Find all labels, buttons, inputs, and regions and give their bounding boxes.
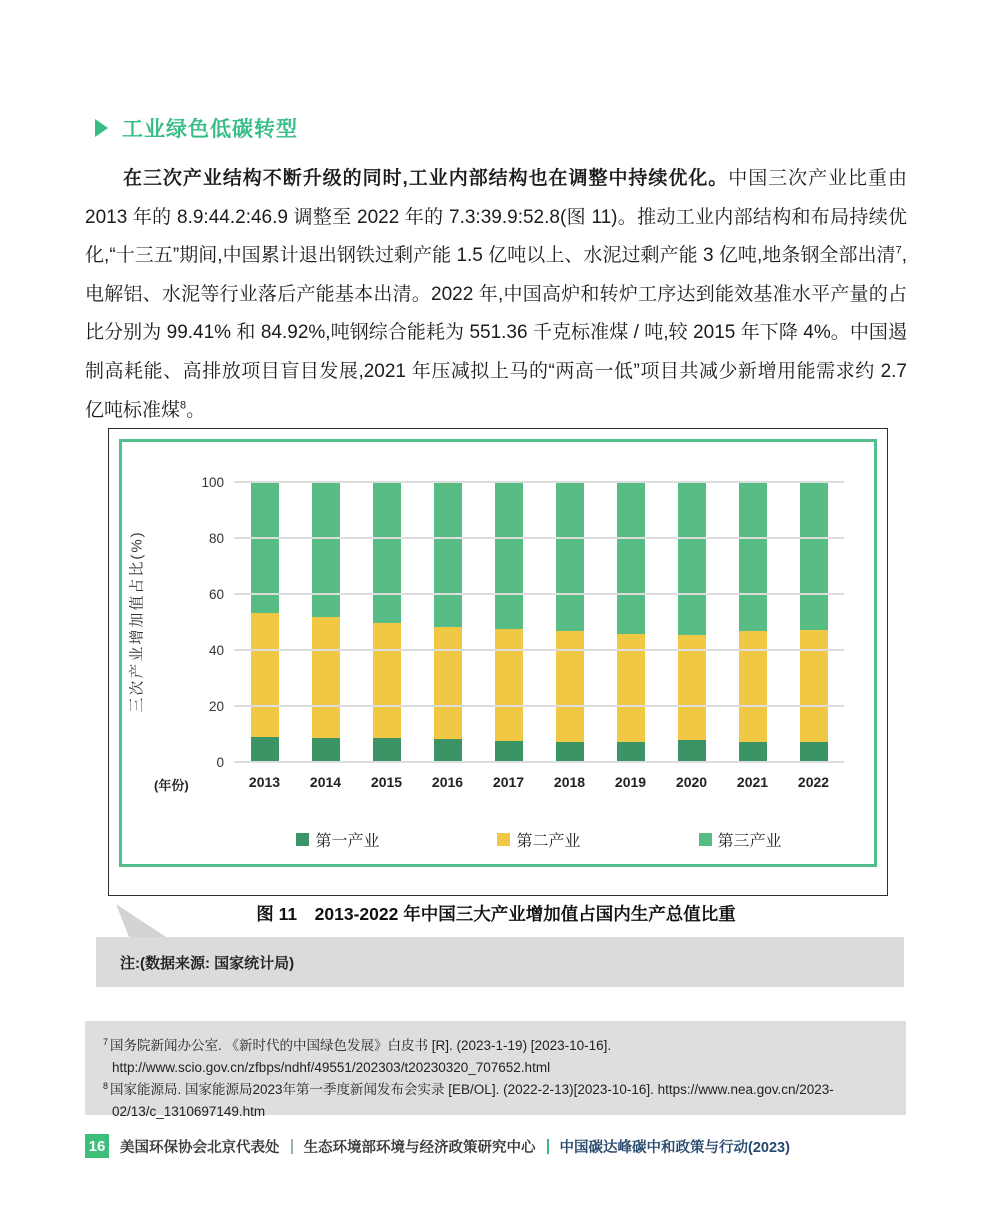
bar-segment-第三产业-2017 bbox=[495, 482, 523, 629]
gridline-20 bbox=[234, 705, 844, 707]
bar-2017 bbox=[478, 482, 539, 762]
legend-item-第三产业 bbox=[699, 828, 782, 851]
gridline-80 bbox=[234, 537, 844, 539]
bar-segment-第一产业-2015 bbox=[373, 738, 401, 762]
bar-segment-第三产业-2016 bbox=[434, 482, 462, 627]
bar-2015 bbox=[356, 482, 417, 762]
bar-segment-第三产业-2015 bbox=[373, 482, 401, 623]
stacked-bar-2018 bbox=[556, 482, 584, 762]
footer-org-1: 美国环保协会北京代表处 bbox=[120, 1139, 280, 1156]
legend-label: 第一产业 bbox=[315, 833, 380, 850]
bar-segment-第三产业-2014 bbox=[312, 482, 340, 617]
x-tick-label-2014: 2014 bbox=[309, 774, 342, 790]
bar-segment-第一产业-2014 bbox=[312, 738, 340, 762]
bars-container bbox=[234, 482, 844, 762]
x-tick-label-2018: 2018 bbox=[553, 774, 586, 790]
bar-2022 bbox=[783, 482, 844, 762]
footnote-reference-7: 7 bbox=[895, 244, 902, 257]
legend-item-第二产业 bbox=[497, 828, 580, 851]
x-tick-label-2017: 2017 bbox=[492, 774, 525, 790]
chart-frame bbox=[119, 439, 877, 867]
y-tick-label-20: 20 bbox=[208, 699, 224, 714]
footnote-8-text: 国家能源局. 国家能源局2023年第一季度新闻发布会实录 [EB/OL]. (2022-2-13)[2023-10-16]. https://www.nea.gov.cn/2023-02/13/c_1310697149.htm bbox=[110, 1082, 834, 1119]
bar-segment-第一产业-2013 bbox=[251, 737, 279, 762]
bar-segment-第一产业-2017 bbox=[495, 741, 523, 762]
x-axis-unit-label: (年份) bbox=[154, 778, 189, 793]
bar-segment-第三产业-2018 bbox=[556, 482, 584, 631]
note-text: 注:(数据来源: 国家统计局) bbox=[120, 954, 295, 972]
paragraph-lead-bold: 在三次产业结构不断升级的同时,工业内部结构也在调整中持续优化。 bbox=[123, 168, 729, 189]
stacked-bar-2019 bbox=[617, 482, 645, 762]
stacked-bar-2014 bbox=[312, 482, 340, 762]
y-tick-label-40: 40 bbox=[208, 643, 224, 658]
footer-divider-1 bbox=[291, 1139, 293, 1154]
y-tick-label-0: 0 bbox=[216, 755, 224, 770]
x-tick-label-2020: 2020 bbox=[675, 774, 708, 790]
bar-segment-第三产业-2020 bbox=[678, 482, 706, 635]
bar-2019 bbox=[600, 482, 661, 762]
bar-2014 bbox=[295, 482, 356, 762]
x-tick-label-2013: 2013 bbox=[248, 774, 281, 790]
gridline-100 bbox=[234, 481, 844, 483]
footnote-8 bbox=[103, 1079, 888, 1123]
bar-2016 bbox=[417, 482, 478, 762]
paragraph-text-2: ,电解铝、水泥等行业落后产能基本出清。2022 年,中国高炉和转炉工序达到能效基准水平产量的占比分别为 99.41% 和 84.92%,吨钢综合能耗为 551.36 千克标准煤 / 吨,较 2015 年下降 4%。中国遏制高耗能、高排放项目盲目发展,2021 年压减拟上马的“两高一低”项目共减少新增用能需求约 2.7 亿吨标准煤 bbox=[85, 245, 907, 421]
stacked-bar-2016 bbox=[434, 482, 462, 762]
bar-segment-第三产业-2022 bbox=[800, 482, 828, 630]
legend-label: 第三产业 bbox=[717, 833, 782, 850]
y-tick-label-100: 100 bbox=[201, 475, 224, 490]
bar-segment-第二产业-2021 bbox=[739, 631, 767, 741]
footnotes-box bbox=[85, 1021, 906, 1119]
footnote-7 bbox=[103, 1035, 888, 1079]
section-header bbox=[95, 113, 298, 143]
stacked-bar-2020 bbox=[678, 482, 706, 762]
footer-report-title: 中国碳达峰碳中和政策与行动(2023) bbox=[559, 1139, 790, 1156]
footer-divider-2 bbox=[547, 1139, 549, 1154]
bar-2013 bbox=[234, 482, 295, 762]
gridline-40 bbox=[234, 649, 844, 651]
y-tick-label-60: 60 bbox=[208, 587, 224, 602]
bar-segment-第一产业-2016 bbox=[434, 739, 462, 762]
x-tick-label-2016: 2016 bbox=[431, 774, 464, 790]
gridline-60 bbox=[234, 593, 844, 595]
bar-segment-第一产业-2022 bbox=[800, 742, 828, 762]
paragraph-text-3: 。 bbox=[186, 399, 206, 421]
x-tick-label-2019: 2019 bbox=[614, 774, 647, 790]
x-tick-label-2022: 2022 bbox=[797, 774, 830, 790]
legend-label: 第二产业 bbox=[516, 833, 581, 850]
stacked-bar-2022 bbox=[800, 482, 828, 762]
body-paragraph bbox=[85, 160, 907, 430]
bar-2020 bbox=[661, 482, 722, 762]
bar-segment-第一产业-2021 bbox=[739, 742, 767, 762]
legend-item-第一产业 bbox=[296, 828, 379, 851]
chart-legend bbox=[234, 828, 844, 851]
bar-segment-第二产业-2016 bbox=[434, 627, 462, 739]
legend-swatch-icon bbox=[296, 833, 309, 846]
page-number-badge: 16 bbox=[85, 1134, 109, 1158]
x-axis-labels bbox=[154, 774, 844, 793]
bar-segment-第三产业-2019 bbox=[617, 482, 645, 634]
y-axis-label: 三次产业增加值占比(%) bbox=[128, 530, 146, 713]
bar-segment-第一产业-2019 bbox=[617, 742, 645, 762]
bar-segment-第二产业-2015 bbox=[373, 623, 401, 738]
footnote-8-marker: 8 bbox=[103, 1080, 109, 1091]
bar-segment-第一产业-2018 bbox=[556, 742, 584, 762]
legend-swatch-icon bbox=[497, 833, 510, 846]
stacked-bar-2013 bbox=[251, 482, 279, 762]
bar-segment-第二产业-2014 bbox=[312, 617, 340, 738]
stacked-bar-2015 bbox=[373, 482, 401, 762]
bar-2021 bbox=[722, 482, 783, 762]
footnote-reference-8: 8 bbox=[180, 399, 187, 412]
note-box bbox=[96, 937, 904, 987]
figure-frame bbox=[108, 428, 888, 896]
x-tick-label-2015: 2015 bbox=[370, 774, 403, 790]
footnote-7-text: 国务院新闻办公室. 《新时代的中国绿色发展》白皮书 [R]. (2023-1-19) [2023-10-16]. http://www.scio.gov.cn/zfbps/ndhf/49551/202303/t20230320_707652.html bbox=[110, 1038, 612, 1075]
x-tick-label-2021: 2021 bbox=[736, 774, 769, 790]
bar-2018 bbox=[539, 482, 600, 762]
bar-segment-第二产业-2018 bbox=[556, 631, 584, 742]
bar-segment-第二产业-2013 bbox=[251, 613, 279, 737]
section-title: 工业绿色低碳转型 bbox=[122, 118, 298, 141]
y-tick-label-80: 80 bbox=[208, 531, 224, 546]
stacked-bar-2021 bbox=[739, 482, 767, 762]
bar-segment-第二产业-2022 bbox=[800, 630, 828, 742]
figure-caption: 图 11 2013-2022 年中国三大产业增加值占国内生产总值比重 bbox=[256, 904, 736, 924]
bar-segment-第二产业-2017 bbox=[495, 629, 523, 741]
bar-segment-第三产业-2021 bbox=[739, 482, 767, 631]
paragraph-text-1: 中国三次产业比重由 2013 年的 8.9:44.2:46.9 调整至 2022 年的 7.3:39.9:52.8(图 11)。推动工业内部结构和布局持续优化,“十三五”期间,中国累计退出钢铁过剩产能 1.5 亿吨以上、水泥过剩产能 3 亿吨,地条钢全部出清 bbox=[85, 168, 907, 267]
bar-segment-第一产业-2020 bbox=[678, 740, 706, 762]
chart-plot-area bbox=[128, 475, 844, 770]
footnote-7-marker: 7 bbox=[103, 1036, 109, 1047]
stacked-bar-2017 bbox=[495, 482, 523, 762]
gridline-0 bbox=[234, 761, 844, 763]
page-footer bbox=[85, 1134, 907, 1158]
footer-org-2: 生态环境部环境与经济政策研究中心 bbox=[303, 1139, 536, 1156]
section-arrow-icon bbox=[95, 119, 108, 137]
legend-swatch-icon bbox=[699, 833, 712, 846]
